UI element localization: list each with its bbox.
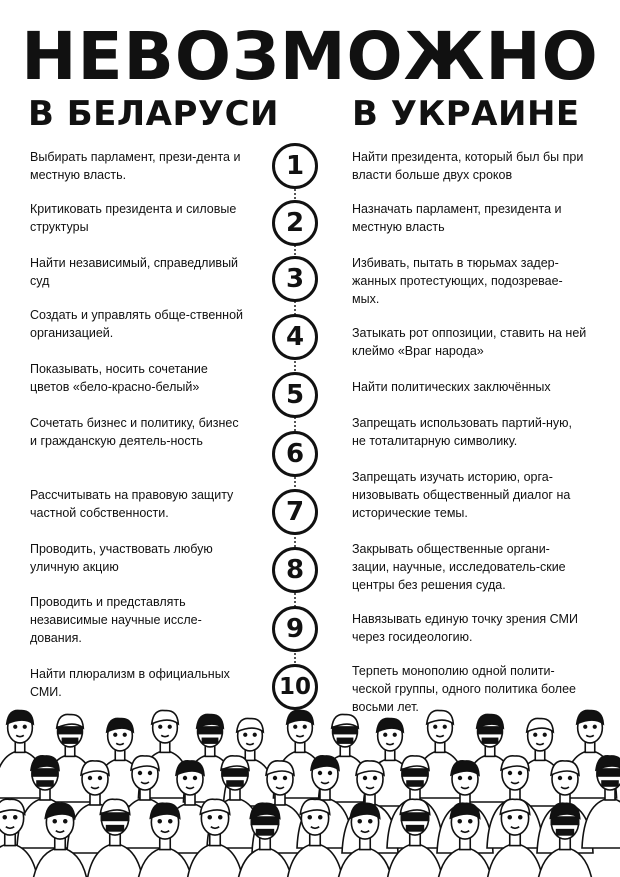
belarus-item: Проводить и представлять независимые научные иссле-дования. — [30, 595, 202, 645]
number-4: 4 — [272, 314, 318, 360]
ukraine-item: Затыкать рот оппозиции, ставить на ней клеймо «Враг народа» — [352, 326, 587, 358]
belarus-heading: В БЕЛАРУСИ — [28, 94, 279, 134]
belarus-item: Выбирать парламент, прези-дента и местную власть. — [30, 150, 241, 182]
ukraine-item: Найти президента, который был бы при власти больше двух сроков — [352, 150, 584, 182]
belarus-item: Критиковать президента и силовые структуры — [30, 202, 237, 234]
ukraine-item: Терпеть монополию одной полити-ческой группы, одного политика более восьми лет. — [352, 664, 576, 714]
number-6: 6 — [272, 431, 318, 477]
ukraine-item: Назначать парламент, президента и местную власть — [352, 202, 562, 234]
belarus-item: Найти плюрализм в официальных СМИ. — [30, 667, 230, 699]
number-8: 8 — [272, 547, 318, 593]
ukraine-item: Навязывать единую точку зрения СМИ через госидеологию. — [352, 612, 578, 644]
number-7: 7 — [272, 489, 318, 535]
number-3: 3 — [272, 256, 318, 302]
number-10: 10 — [272, 664, 318, 710]
ukraine-item: Избивать, пытать в тюрьмах задер-жанных протестующих, подозревае-мых. — [352, 256, 563, 306]
number-2: 2 — [272, 200, 318, 246]
ukraine-item: Запрещать изучать историю, орга-низовывать общественный диалог на исторические темы. — [352, 470, 571, 520]
belarus-item: Проводить, участвовать любую уличную акцию — [30, 542, 213, 574]
number-5: 5 — [272, 372, 318, 418]
ukraine-item: Найти политических заключённых — [352, 380, 551, 394]
belarus-item: Сочетать бизнес и политику, бизнес и гражданскую деятель-ность — [30, 416, 239, 448]
ukraine-item: Запрещать использовать партий-ную, не тоталитарную символику. — [352, 416, 573, 448]
number-9: 9 — [272, 606, 318, 652]
belarus-item: Найти независимый, справедливый суд — [30, 256, 239, 288]
ukraine-heading: В УКРАИНЕ — [352, 94, 580, 134]
number-1: 1 — [272, 143, 318, 189]
crowd-illustration — [0, 700, 620, 877]
belarus-item: Создать и управлять обще-ственной организацией. — [30, 308, 244, 340]
belarus-item: Рассчитывать на правовую защиту частной собственности. — [30, 488, 234, 520]
page-title: НЕВОЗМОЖНО — [21, 18, 599, 95]
belarus-item: Показывать, носить сочетание цветов «бело-красно-белый» — [30, 362, 208, 394]
ukraine-item: Закрывать общественные органи-зации, научные, исследователь-ские центры без решения суда. — [352, 542, 566, 592]
